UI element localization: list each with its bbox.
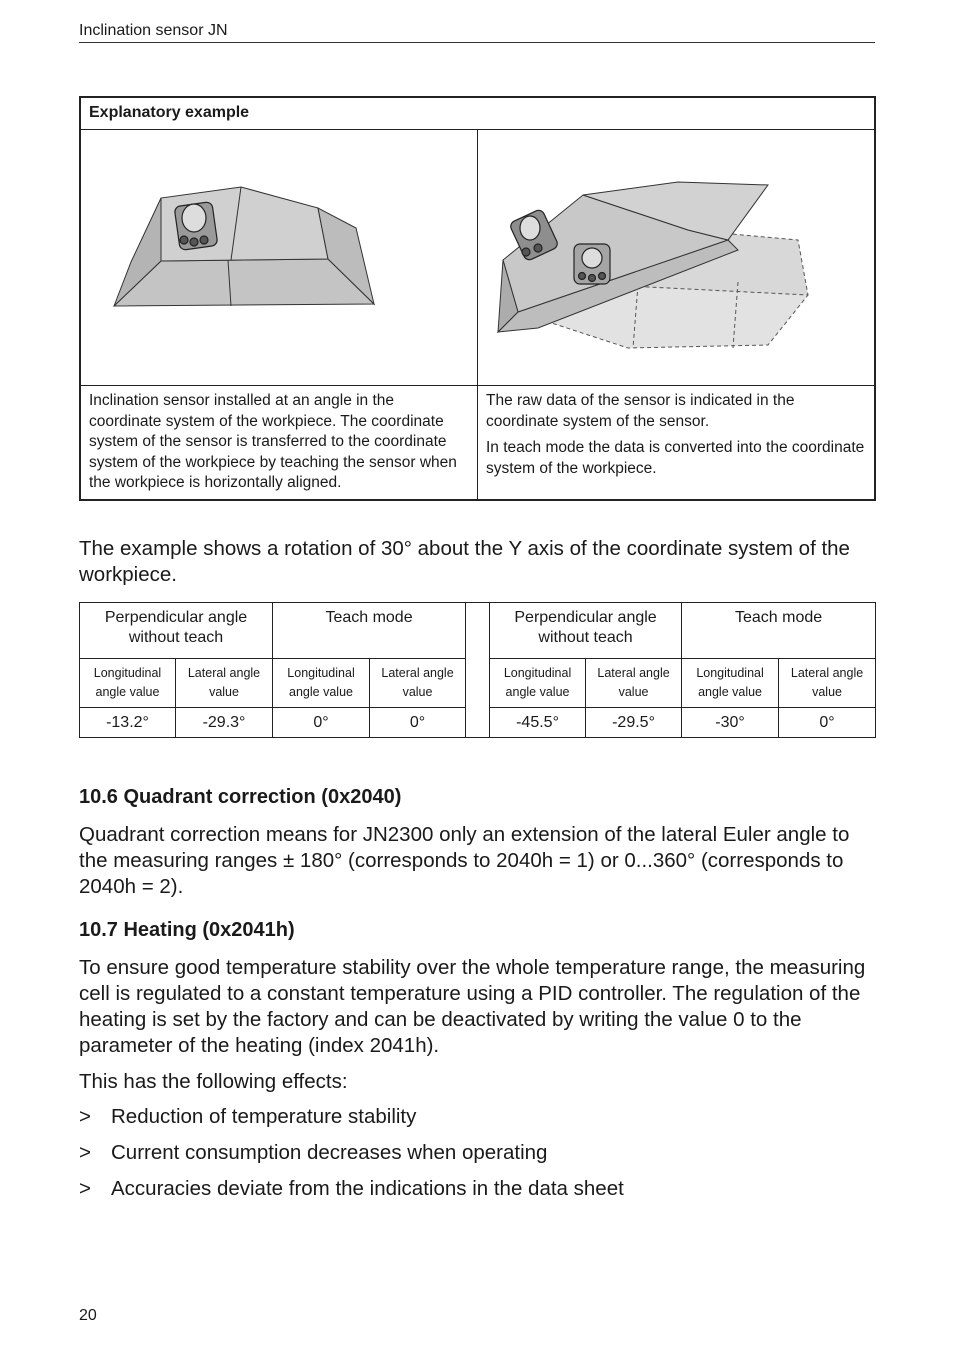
rotated-workpiece-illustration [478, 130, 876, 386]
list-item [79, 1104, 416, 1130]
value-cell: -29.3° [176, 708, 273, 738]
value-cell: -29.5° [586, 708, 682, 738]
list-item [79, 1140, 547, 1166]
explanatory-example-table [79, 96, 876, 501]
col-lateral: Lateral angle value [586, 659, 682, 708]
list-item [79, 1176, 624, 1202]
value-cell: 0° [273, 708, 370, 738]
col-longitudinal: Longitudinal angle value [273, 659, 370, 708]
col-lateral: Lateral angle value [779, 659, 876, 708]
angle-values-table [79, 602, 876, 738]
bullet-marker: > [79, 1177, 91, 1200]
table-gap [466, 603, 490, 738]
right-group-perpendicular: Perpendicular angle without teach [490, 603, 682, 659]
col-longitudinal: Longitudinal angle value [80, 659, 176, 708]
bullet-marker: > [79, 1141, 91, 1164]
col-lateral: Lateral angle value [176, 659, 273, 708]
left-caption [80, 386, 478, 500]
page-number: 20 [79, 1307, 97, 1324]
right-caption-text-1: The raw data of the sensor is indicated in the coordinate system of the sensor. [486, 392, 795, 430]
col-lateral: Lateral angle value [370, 659, 466, 708]
right-group-teach: Teach mode [682, 603, 876, 659]
left-group-perpendicular: Perpendicular angle without teach [80, 603, 273, 659]
intro-paragraph: The example shows a rotation of 30° about the Y axis of the coordinate system of the workpiece. [79, 537, 850, 586]
tilted-workpiece-illustration [80, 130, 478, 386]
section-10-7-text: To ensure good temperature stability over the whole temperature range, the measuring cell is regulated to a constant temperature using a PID controller. The regulation of the heating is set by the factory and can be deactivated by writing the value 0 to the parameter of the heating (index 2041h). [79, 956, 866, 1057]
effects-intro: This has the following effects: [79, 1070, 348, 1093]
section-10-6-heading: 10.6 Quadrant correction (0x2040) [79, 786, 402, 808]
value-cell: -30° [682, 708, 779, 738]
value-cell: 0° [370, 708, 466, 738]
list-item-text: Current consumption decreases when operating [111, 1141, 548, 1164]
list-item-text: Accuracies deviate from the indications in the data sheet [111, 1177, 624, 1200]
value-cell: 0° [779, 708, 876, 738]
value-cell: -45.5° [490, 708, 586, 738]
right-caption-text-2: In teach mode the data is converted into the coordinate system of the workpiece. [486, 439, 865, 477]
example-heading: Explanatory example [80, 97, 875, 130]
col-longitudinal: Longitudinal angle value [682, 659, 779, 708]
right-caption [478, 386, 876, 500]
section-10-7-heading: 10.7 Heating (0x2041h) [79, 919, 295, 941]
left-caption-text: Inclination sensor installed at an angle in the coordinate system of the workpiece. The coordinate system of the sensor is transferred to the coordinate system of the workpiece by teaching the sensor when the workpiece is horizontally aligned. [89, 392, 457, 491]
col-longitudinal: Longitudinal angle value [490, 659, 586, 708]
list-item-text: Reduction of temperature stability [111, 1105, 417, 1128]
running-header: Inclination sensor JN [79, 22, 875, 43]
left-group-teach: Teach mode [273, 603, 466, 659]
value-cell: -13.2° [80, 708, 176, 738]
bullet-marker: > [79, 1105, 91, 1128]
section-10-6-text: Quadrant correction means for JN2300 only an extension of the lateral Euler angle to the measuring ranges ± 180° (corresponds to 2040h = 1) or 0...360° (corresponds to 2040h = 2). [79, 823, 850, 898]
